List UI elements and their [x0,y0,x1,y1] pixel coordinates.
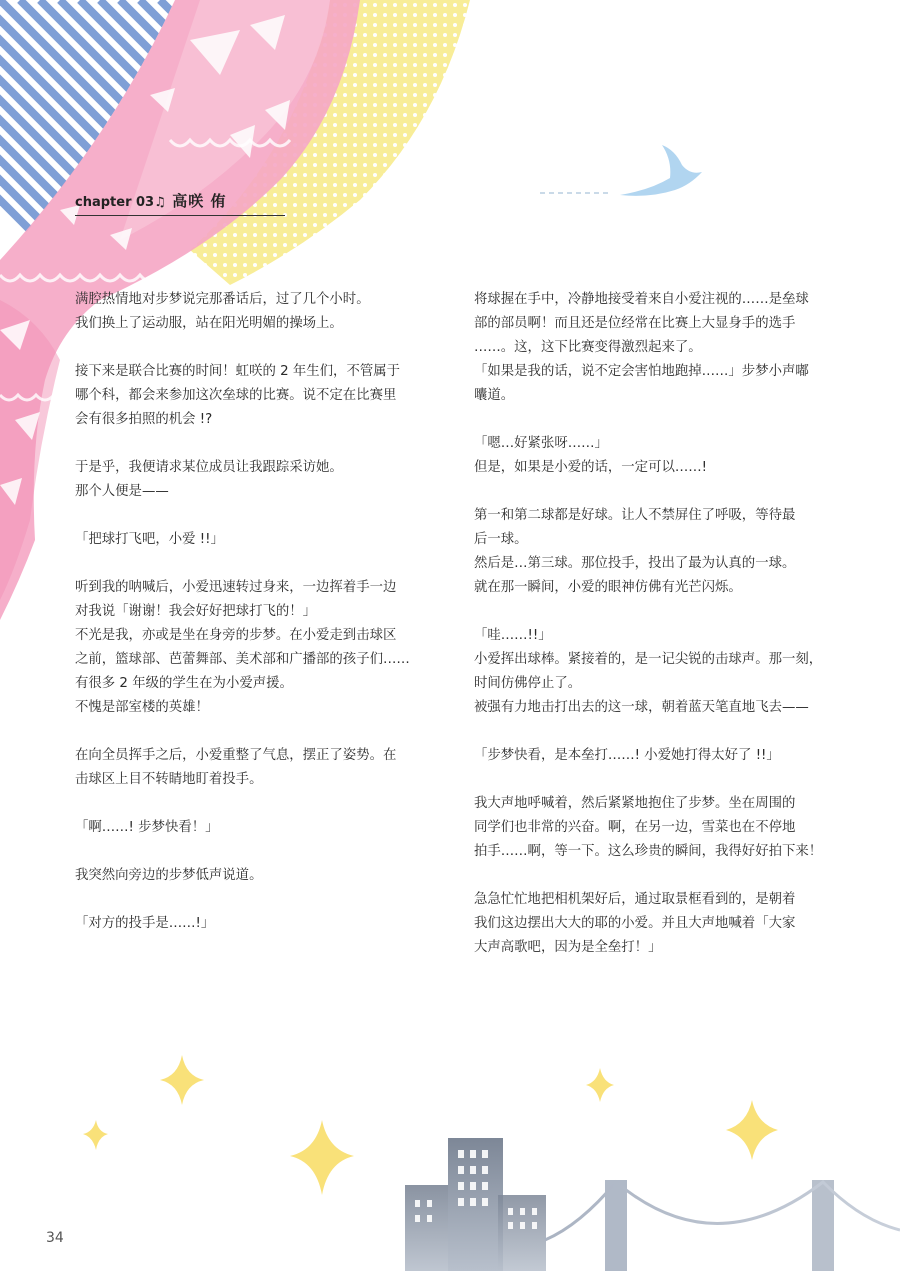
music-note-icon: ♫ [154,195,166,210]
dialogue-line: 「步梦快看，是本垒打……! 小爱她打得太好了 !!」 [474,748,780,763]
paragraph: 「嗯…好紧张呀……」 但是，如果是小爱的话，一定可以……! [474,436,708,475]
suspension-bridge [545,1180,900,1271]
city-buildings [405,1138,546,1271]
right-text-column [474,288,823,984]
paragraph: 满腔热情地对步梦说完那番话后，过了几个小时。 我们换上了运动服，站在阳光明媚的操场上。 [75,292,370,331]
paragraph: 我大声地呼喊着，然后紧紧地抱住了步梦。坐在周围的 同学们也非常的兴奋。啊，在另一边，雪菜也在不停地 拍手……啊，等一下。这么珍贵的瞬间，我得好好拍下来！ [474,796,823,859]
chapter-character-name: 高咲 侑 [172,192,227,210]
bird-icon [620,145,702,196]
sparkle-stars [83,1055,778,1195]
paragraph: 将球握在手中，冷静地接受着来自小爱注视的……是垒球 部的部员啊！而且还是位经常在比赛上大显身手的选手 ……。这，这下比赛变得激烈起来了。 「如果是我的话，说不定会害怕地跑掉……」步梦小声嘟 囔道。 [474,292,809,403]
paragraph: 第一和第二球都是好球。让人不禁屏住了呼吸，等待最 后一球。 然后是…第三球。那位投手，投出了最为认真的一球。 就在那一瞬间，小爱的眼神仿佛有光芒闪烁。 [474,508,796,595]
paragraph: 急急忙忙地把相机架好后，通过取景框看到的，是朝着 我们这边摆出大大的耶的小爱。并且大声地喊着「大家 大声高歌吧，因为是全垒打！」 [474,892,796,955]
paragraph: 我突然向旁边的步梦低声说道。 [75,868,263,883]
chapter-header [75,190,285,216]
left-text-column [75,288,415,960]
dialogue-line: 「把球打飞吧，小爱 !!」 [75,532,224,547]
paragraph: 「哇……!!」 小爱挥出球棒。紧接着的，是一记尖锐的击球声。那一刻， 时间仿佛停止了。 被强有力地击打出去的这一球，朝着蓝天笔直地飞去—— [474,628,823,715]
paragraph: 听到我的呐喊后，小爱迅速转过身来，一边挥着手一边 对我说「谢谢！我会好好把球打飞的！」 不光是我，亦或是坐在身旁的步梦。在小爱走到击球区 之前，篮球部、芭蕾舞部、美术部和广播部的孩子们…… 有很多 2 年级的学生在为小爱声援。 不愧是部室楼的英雄！ [75,580,410,715]
paragraph: 在向全员挥手之后，小爱重整了气息，摆正了姿势。在 击球区上目不转睛地盯着投手。 [75,748,397,787]
page-number: 34 [46,1230,64,1246]
paragraph: 接下来是联合比赛的时间！虹咲的 2 年生们，不管属于 哪个科，都会来参加这次垒球的比赛。说不定在比赛里 会有很多拍照的机会 !? [75,364,401,427]
chapter-label: chapter 03 [75,195,155,210]
dialogue-line: 「啊……! 步梦快看！」 [75,820,219,835]
dialogue-line: 「对方的投手是……!」 [75,916,215,931]
paragraph: 于是乎，我便请求某位成员让我跟踪采访她。 那个人便是—— [75,460,343,499]
